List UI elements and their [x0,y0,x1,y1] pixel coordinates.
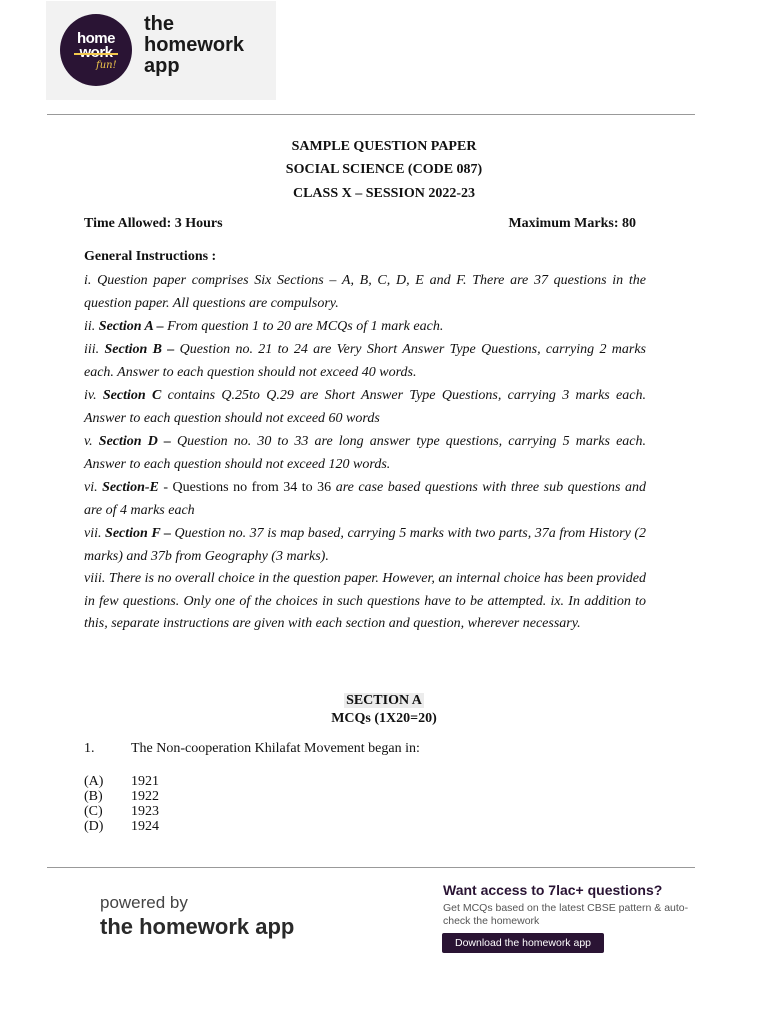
instruction-v [84,431,646,476]
instruction-ii-section: Section A – [98,319,164,334]
instruction-iv [84,385,646,430]
instruction-v-text: Question no. 30 to 33 are long answer type questions, carrying 5 marks each. Answer to each question should not exceed 120 words. [84,434,646,472]
section-subtitle: MCQs (1X20=20) [331,711,437,726]
option-value: 1922 [131,789,159,804]
logo [46,1,276,100]
footer-divider [47,867,695,868]
instruction-vii-text: Question no. 37 is map based, carrying 5 marks with two parts, 37a from History (2 marks) and 37b from Geography (3 marks). [84,526,646,564]
instruction-vii-num: vii. [84,526,106,541]
instruction-vi-text: are case based questions with three sub questions and are of 4 marks each [84,480,646,518]
instruction-iii-num: iii. [84,342,105,357]
logo-text-line2: homework [144,34,245,56]
logo-strike [74,53,118,55]
download-app-button[interactable]: Download the homework app [442,933,604,953]
instruction-iv-text: contains Q.25to Q.29 are Short Answer Type Questions, carrying 3 marks each. Answer to each question should not exceed 60 words [84,388,646,426]
option-value: 1924 [131,819,159,834]
option-value: 1923 [131,804,159,819]
instruction-iii-text: Question no. 21 to 24 are Very Short Answer Type Questions, carrying 2 marks each. Answer to each question should not exceed 40 words. [84,342,647,380]
option-value: 1921 [131,774,159,789]
logo-badge-line3: fun! [96,60,117,71]
instruction-iv-section: Section C [102,388,162,403]
logo-text-line1: the [144,13,174,35]
time-allowed: Time Allowed: 3 Hours [84,216,223,231]
powered-by: powered by [100,893,188,912]
option-label: (A) [84,774,104,789]
promo-title: Want access to 7lac+ questions? [443,882,663,898]
general-instructions-title: General Instructions : [84,249,217,264]
logo-text [144,14,244,77]
instruction-vi [84,477,646,522]
logo-badge-line1: home [76,30,115,47]
instruction-iii-section: Section B – [104,342,175,357]
instruction-ii [84,316,646,339]
instruction-vi-mid: - Questions no from 34 to 36 [158,480,336,495]
paper-title: SAMPLE QUESTION PAPER [291,139,477,154]
maximum-marks: Maximum Marks: 80 [508,216,636,231]
paper-subject: SOCIAL SCIENCE (CODE 087) [285,162,483,177]
paper-class: CLASS X – SESSION 2022-23 [292,186,476,201]
instruction-viii: viii. There is no overall choice in the question paper. However, an internal choice has been provided in few questions. Only one of the choices in such questions have to be attempted. ix. In addition to this, separate instructions are given with each section and question, wherever necessary. [84,571,646,631]
instruction-v-section: Section D – [98,434,171,449]
instruction-ii-text: From question 1 to 20 are MCQs of 1 mark each. [163,319,444,334]
instruction-v-num: v. [84,434,99,449]
question-number: 1. [84,741,95,756]
instruction-iii [84,339,646,384]
option-label: (C) [84,804,103,819]
instruction-iv-num: iv. [84,388,103,403]
powered-app-name: the homework app [100,914,295,939]
instruction-vii [84,523,646,568]
option-label: (D) [84,819,104,834]
instruction-i: i. Question paper comprises Six Sections – A, B, C, D, E and F. There are 37 questions in the question paper. All questions are compulsory. [84,273,646,311]
instruction-vi-num: vi. [84,480,103,495]
section-title-text: SECTION A [346,693,422,708]
section-title [0,693,768,709]
question-text: The Non-cooperation Khilafat Movement began in: [131,741,420,756]
time-marks-row [84,216,636,232]
option-label: (B) [84,789,103,804]
instruction-ii-num: ii. [84,319,99,334]
instruction-vii-section: Section F – [105,526,171,541]
instruction-vi-section: Section-E [102,480,159,495]
header-divider [47,114,695,115]
logo-badge [60,14,132,86]
promo-subtitle: Get MCQs based on the latest CBSE pattern & auto-check the homework [443,902,689,927]
logo-text-line3: app [144,55,180,77]
